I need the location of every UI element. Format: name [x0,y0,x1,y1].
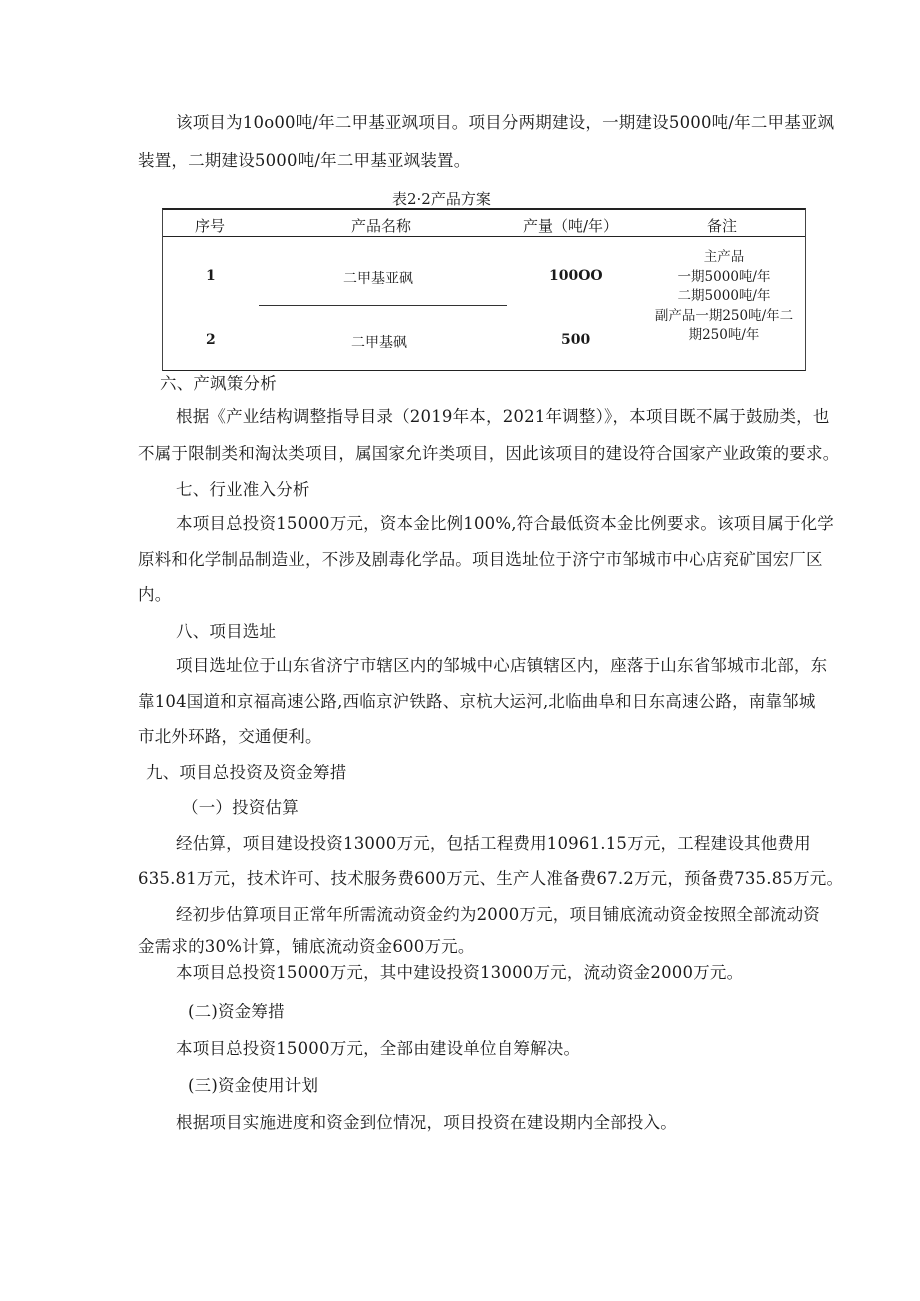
paragraph-2-line-1: 根据《产业结构调整指导目录（2019年本，2021年调整）》，本项目既不属于鼓励类，也 [176,407,830,426]
row-2-no: 2 [206,332,216,348]
subsection-9-1-heading: （一）投资估算 [182,798,299,817]
note-line-3: 二期5000吨/年 [677,288,771,304]
paragraph-5-line-2: 635.81万元，技术许可、技术服务费600万元、生产人准备费67.2万元，预备费735.85万元。 [138,869,844,888]
header-output: 产量（吨/年） [523,217,619,235]
header-note: 备注 [707,217,738,235]
paragraph-9: 根据项目实施进度和资金到位情况，项目投资在建设期内全部投入。 [176,1113,677,1132]
paragraph-8: 本项目总投资15000万元，全部由建设单位自筹解决。 [176,1039,581,1058]
row-2-name: 二甲基砜 [351,335,407,351]
note-line-1: 主产品 [703,249,745,265]
row-1-output: 100OO [549,268,603,284]
paragraph-3-line-2: 原料和化学制品制造业，不涉及剧毒化学品。项目选址位于济宁市邹城市中心店兖矿国宏厂区 [138,550,823,569]
paragraph-3-line-1: 本项目总投资15000万元，资本金比例100%,符合最低资本金比例要求。该项目属于化学 [176,514,835,533]
paragraph-2-line-2: 不属于限制类和淘汰类项目，属国家允许类项目，因此该项目的建设符合国家产业政策的要求。 [138,444,840,463]
paragraph-4-line-2: 靠104国道和京福高速公路,西临京沪铁路、京杭大运河,北临曲阜和日东高速公路，南靠邹城 [138,692,816,711]
paragraph-5-line-1: 经估算，项目建设投资13000万元，包括工程费用10961.15万元，工程建设其他费用 [176,834,811,853]
row-divider [259,305,507,306]
note-line-2: 一期5000吨/年 [677,268,771,285]
paragraph-4-line-3: 市北外环路，交通便利。 [138,727,322,746]
section-9-heading: 九、项目总投资及资金筹措 [146,763,347,782]
paragraph-1-line-1: 该项目为10o00吨/年二甲基亚飒项目。项目分两期建设，一期建设5000吨/年二甲基亚飒 [176,113,835,132]
row-2-output: 500 [561,332,591,348]
section-8-heading: 八、项目选址 [176,622,277,641]
product-table [162,208,806,371]
header-no: 序号 [195,217,226,235]
header-name: 产品名称 [351,217,412,235]
section-6-heading: 六、产飒策分析 [160,374,277,393]
table-note [647,248,801,346]
subsection-9-3-heading: (三)资金使用计划 [188,1076,319,1095]
row-1-name: 二甲基亚砜 [343,271,413,287]
table-caption: 表2·2产品方案 [392,190,491,208]
note-line-5: 期250吨/年 [688,327,760,343]
paragraph-1-line-2: 装置，二期建设5000吨/年二甲基亚飒装置。 [138,151,471,170]
paragraph-3-line-3: 内。 [138,585,172,604]
table-header [163,210,805,237]
paragraph-4-line-1: 项目选址位于山东省济宁市辖区内的邹城中心店镇辖区内，座落于山东省邹城市北部，东 [176,656,828,675]
section-7-heading: 七、行业准入分析 [176,480,310,499]
subsection-9-2-heading: (二)资金筹措 [188,1002,285,1021]
paragraph-6-line-1: 经初步估算项目正常年所需流动资金约为2000万元，项目铺底流动资金按照全部流动资 [176,905,820,924]
note-line-4: 副产品一期250吨/年二 [654,307,794,324]
row-1-no: 1 [206,268,216,284]
paragraph-6-line-2: 金需求的30%计算，铺底流动资金600万元。 [138,937,475,956]
paragraph-7: 本项目总投资15000万元，其中建设投资13000万元，流动资金2000万元。 [176,963,744,982]
